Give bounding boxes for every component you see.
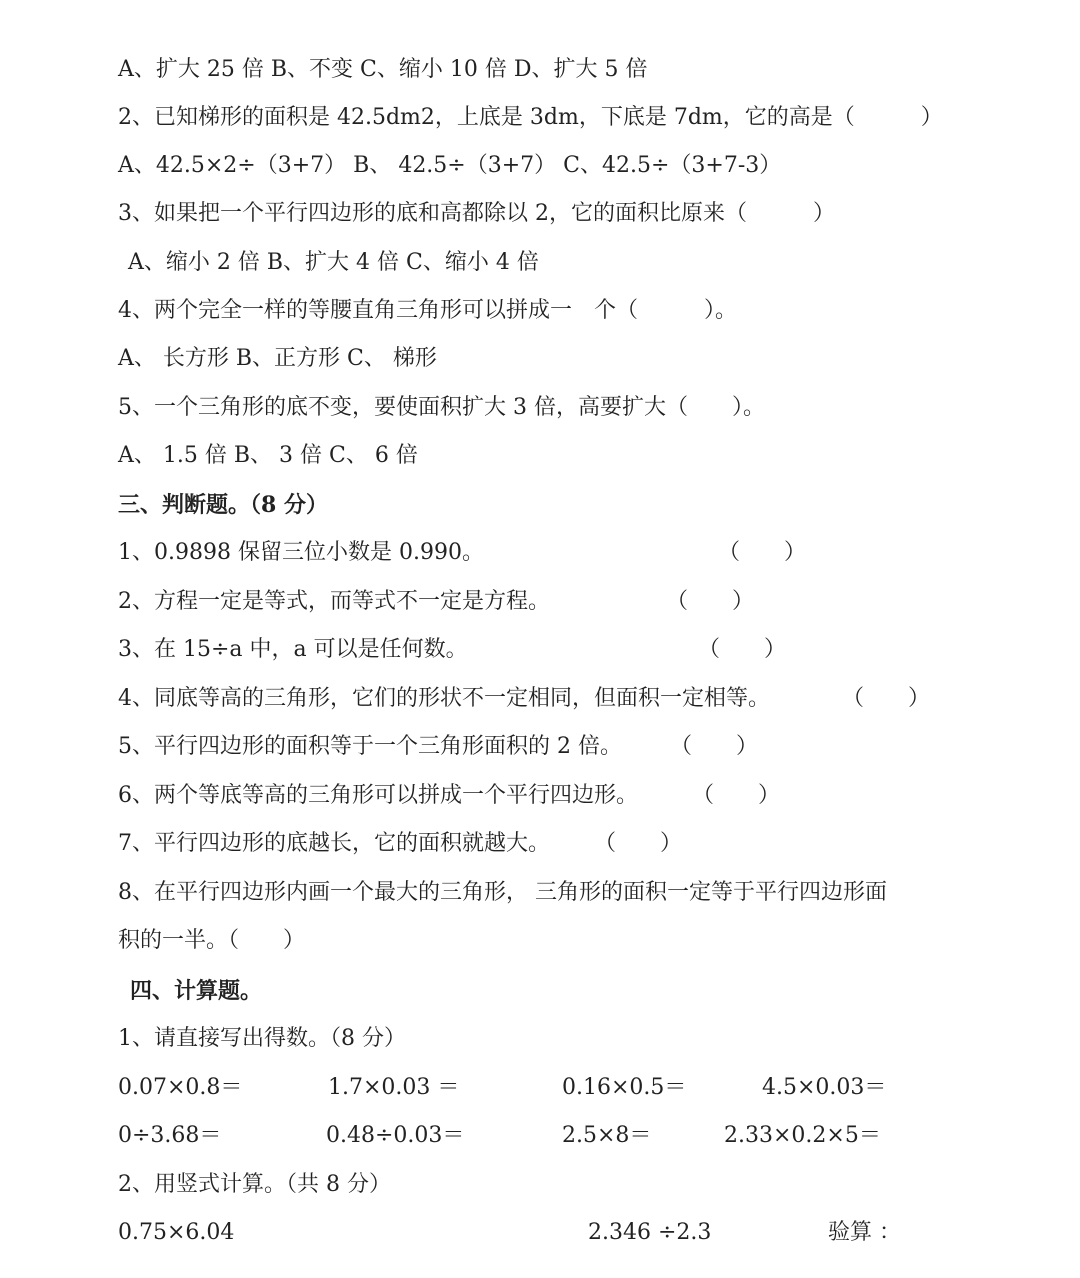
q2-options: A、42.5×2÷（3+7） B、 42.5÷（3+7） C、42.5÷（3+7-3） xyxy=(118,153,782,178)
judge-mark-1[interactable]: （ ） xyxy=(718,540,807,565)
section4-heading: 四、计算题。 xyxy=(130,978,263,1004)
judge-mark-5[interactable]: （ ） xyxy=(670,734,759,759)
judge-item-1: 1、0.9898 保留三位小数是 0.990。 xyxy=(118,540,484,565)
calc-2-3: 2.5×8＝ xyxy=(562,1123,652,1148)
calc-1-2: 1.7×0.03 ＝ xyxy=(328,1075,460,1100)
vertical-calc-1: 0.75×6.04 xyxy=(118,1220,235,1245)
calc-1-3: 0.16×0.5＝ xyxy=(562,1075,687,1100)
judge-mark-7[interactable]: （ ） xyxy=(594,831,683,856)
calc-2-2: 0.48÷0.03＝ xyxy=(326,1123,465,1148)
calc-2-4: 2.33×0.2×5＝ xyxy=(724,1123,881,1148)
judge-item-5: 5、平行四边形的面积等于一个三角形面积的 2 倍。 xyxy=(118,734,622,759)
judge-item-3: 3、在 15÷a 中，a 可以是任何数。 xyxy=(118,637,468,662)
calc-1-4: 4.5×0.03＝ xyxy=(762,1075,887,1100)
vertical-calc-2: 2.346 ÷2.3 xyxy=(588,1220,712,1245)
check-label: 验算 ： xyxy=(828,1220,901,1245)
judge-item-2: 2、方程一定是等式，而等式不一定是方程。 xyxy=(118,589,550,614)
judge-mark-2[interactable]: （ ） xyxy=(666,589,755,614)
q3-text: 3、如果把一个平行四边形的底和高都除以 2，它的面积比原来（ ） xyxy=(118,201,835,226)
judge-item-4: 4、同底等高的三角形，它们的形状不一定相同，但面积一定相等。 xyxy=(118,686,770,711)
judge-mark-3[interactable]: （ ） xyxy=(698,637,787,662)
calc-2-1: 0÷3.68＝ xyxy=(118,1123,222,1148)
judge-mark-4[interactable]: （ ） xyxy=(842,686,931,711)
q2-text: 2、已知梯形的面积是 42.5dm2，上底是 3dm，下底是 7dm，它的高是（ ） xyxy=(118,105,943,130)
judge-item-7: 7、平行四边形的底越长，它的面积就越大。 xyxy=(118,831,550,856)
q4-text: 4、两个完全一样的等腰直角三角形可以拼成一 个（ ）。 xyxy=(118,298,737,323)
judge-item-6: 6、两个等底等高的三角形可以拼成一个平行四边形。 xyxy=(118,783,638,808)
part1-title: 1、请直接写出得数。（8 分） xyxy=(118,1026,406,1051)
judge-item-8: 8、在平行四边形内画一个最大的三角形， 三角形的面积一定等于平行四边形面 xyxy=(118,880,887,905)
q3-options: A、缩小 2 倍 B、扩大 4 倍 C、缩小 4 倍 xyxy=(128,250,539,275)
calc-1-1: 0.07×0.8＝ xyxy=(118,1075,243,1100)
judge-mark-6[interactable]: （ ） xyxy=(692,783,781,808)
q5-text: 5、一个三角形的底不变，要使面积扩大 3 倍，高要扩大（ ）。 xyxy=(118,395,765,420)
section3-heading: 三、判断题。（8 分） xyxy=(118,492,328,518)
q4-options: A、 长方形 B、正方形 C、 梯形 xyxy=(118,346,437,371)
q1-options: A、扩大 25 倍 B、不变 C、缩小 10 倍 D、扩大 5 倍 xyxy=(118,57,648,82)
part2-title: 2、用竖式计算。（共 8 分） xyxy=(118,1172,391,1197)
judge-item-8-cont: 积的一半。（ ） xyxy=(118,928,306,953)
q5-options: A、 1.5 倍 B、 3 倍 C、 6 倍 xyxy=(118,443,418,468)
